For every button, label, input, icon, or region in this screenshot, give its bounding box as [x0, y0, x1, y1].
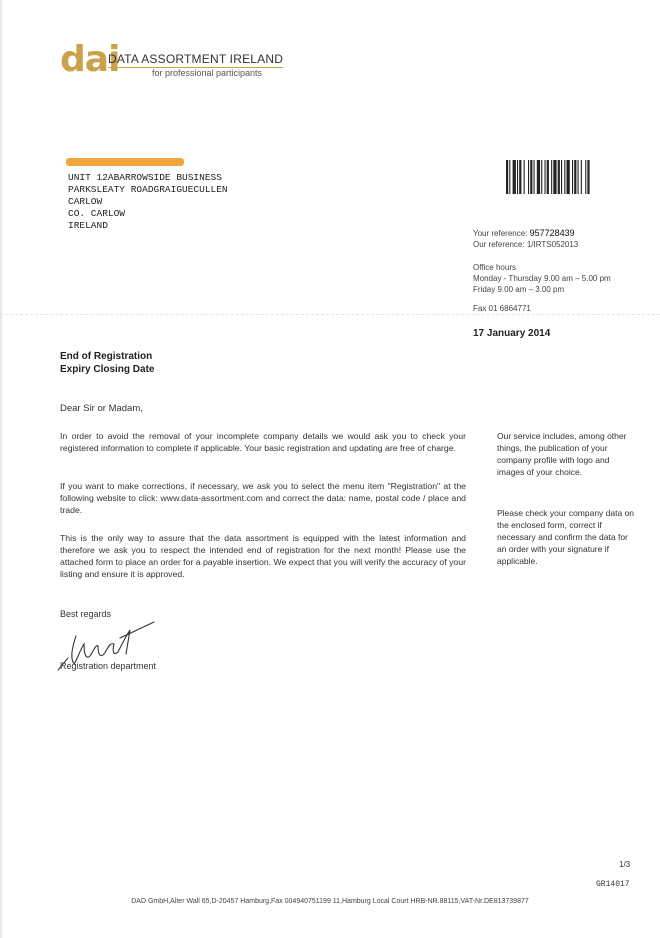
letter-date: 17 January 2014 — [473, 328, 551, 339]
company-name: DATA ASSORTMENT IRELAND — [108, 52, 284, 66]
office-hours-title: Office hours — [473, 263, 516, 272]
barcode-icon — [506, 160, 634, 194]
fold-line — [0, 314, 660, 316]
address-line: CARLOW — [68, 196, 103, 207]
office-hours-friday: Friday 9.00 am – 3.00 pm — [473, 285, 565, 294]
letter-footer: DAD GmbH,Alter Wall 65,D-20457 Hamburg,Fax 004940751199 11,Hamburg Local Court HRB-NR.88115,VAT-Nr.DE813739877 — [131, 898, 529, 905]
address-line: CO. CARLOW — [68, 208, 126, 219]
body-paragraph-2: If you want to make corrections, if necessary, we ask you to select the menu item "Registration" at the following website to click: www.data-assortment.com and correct the data: name, postal code / place and trade. — [60, 481, 466, 515]
address-line: UNIT 12ABARROWSIDE BUSINESS — [68, 172, 222, 183]
your-reference-label: Your reference: — [473, 229, 528, 238]
subject-line-1: End of Registration — [60, 351, 153, 362]
recipient-address — [68, 172, 228, 232]
body-paragraph-3: This is the only way to assure that the data assortment is equipped with the latest information and therefore we ask you to respect the intended end of registration for the next month! Please use the attached form to place an order for a payable insertion. We expect that you will verify the accuracy of your listing and ensure it is approved. — [60, 533, 466, 579]
office-hours-weekdays: Monday - Thursday 9.00 am – 5.00 pm — [473, 274, 611, 283]
fax-number: Fax 01 6864771 — [473, 304, 531, 313]
closing-department: Registration department — [60, 661, 157, 671]
company-tagline: for professional participants — [152, 68, 263, 78]
letter-subject — [60, 350, 154, 376]
address-line: IRELAND — [68, 220, 108, 231]
body-paragraph-1: In order to avoid the removal of your incomplete company details we would ask you to check your registered information to complete if applicable. Your basic registration and updating are free of charge. — [60, 431, 466, 453]
sidebar-paragraph-2: Please check your company data on the enclosed form, correct if necessary and confirm the data for an order with your signature if applicable. — [497, 508, 635, 566]
our-reference-value: 1/IRTS052013 — [526, 240, 579, 249]
page-number: 1/3 — [619, 860, 631, 869]
sidebar-paragraph-1: Our service includes, among other things, the publication of your company profile with logo and images of your choice. — [497, 431, 627, 477]
address-line: PARKSLEATY ROADGRAIGUECULLEN — [68, 184, 228, 195]
salutation: Dear Sir or Madam, — [60, 403, 143, 414]
scan-edge — [0, 0, 2, 938]
company-logo-mark: dai — [60, 39, 120, 80]
document-id: GR14017 — [596, 880, 630, 889]
redaction-mark — [66, 158, 184, 166]
subject-line-2: Expiry Closing Date — [60, 364, 155, 375]
closing-regards: Best regards — [60, 609, 112, 619]
office-hours — [473, 262, 611, 295]
reference-block — [473, 228, 578, 250]
our-reference-label: Our reference: — [473, 240, 525, 249]
your-reference-value: 957728439 — [529, 228, 575, 238]
